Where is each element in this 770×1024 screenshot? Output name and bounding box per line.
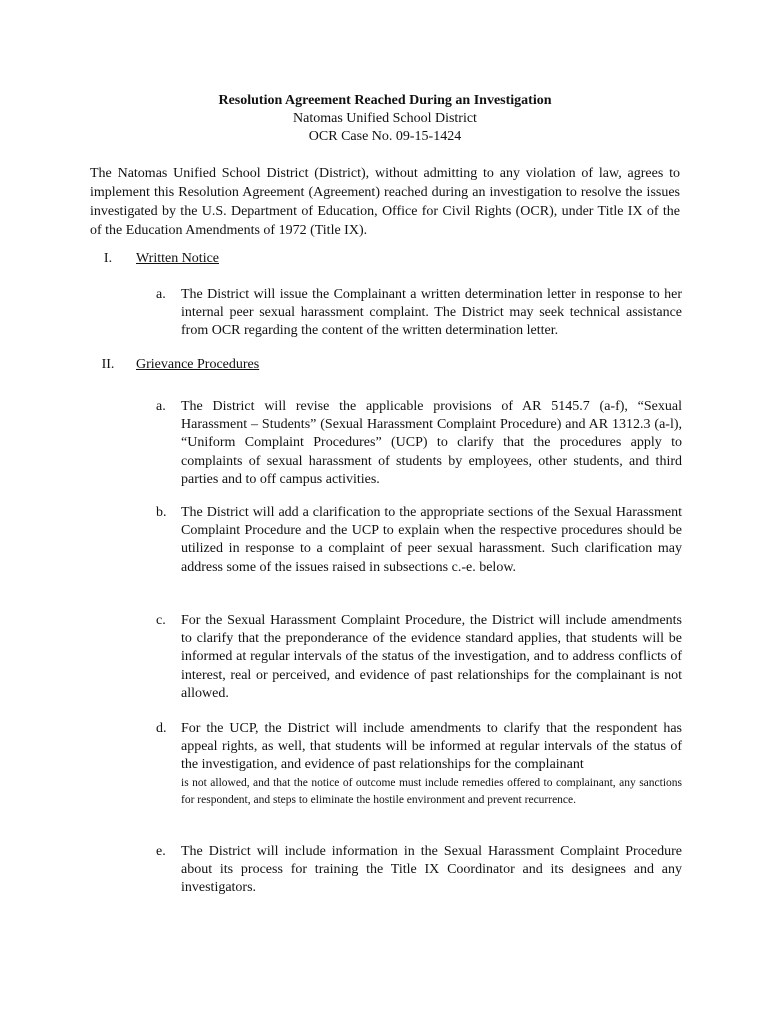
section-title: Grievance Procedures (136, 357, 260, 372)
item-text-block (181, 720, 682, 810)
item-text: The District will add a clarification to the appropriate sections of the Sexual Harassment Complaint Procedure and the UCP to explain when the respective procedures should be utilized in response to a complaint of peer sexual harassment. Such clarification may address some of the issues raised in subsections c.-e. below. (181, 505, 682, 575)
item-letter: a. (156, 399, 166, 414)
item-letter: d. (156, 721, 167, 736)
document-title: Resolution Agreement Reached During an Investigation (218, 93, 552, 108)
item-letter: e. (156, 844, 166, 859)
section-number: I. (103, 251, 113, 266)
item-text: The District will revise the applicable provisions of AR 5145.7 (a-f), “Sexual Harassment – Students” (Sexual Harassment Complaint Procedure) and AR 1312.3 (a-l), “Uniform Complaint Procedures” (UCP) to clarify that the procedures apply to complaints of sexual harassment of students by employees, other students, and third parties and to off campus activities. (181, 399, 682, 487)
item-text: The District will include information in the Sexual Harassment Complaint Procedure about its process for training the Title IX Coordinator and its designees and any investigators. (181, 844, 682, 896)
list-item (156, 843, 682, 898)
intro-paragraph: The Natomas Unified School District (District), without admitting to any violation of law, agrees to implement this Resolution Agreement (Agreement) reached during an investigation to resolve the issues investigated by the U.S. Department of Education, Office for Civil Rights (OCR), under Title IX of the of the Education Amendments of 1972 (Title IX). (90, 166, 680, 238)
case-number: OCR Case No. 09-15-1424 (308, 129, 462, 144)
list-item (156, 398, 682, 489)
list-item (156, 286, 682, 341)
item-text: The District will issue the Complainant a written determination letter in response to her internal peer sexual harassment complaint. The District may seek technical assistance from OCR regarding the content of the written determination letter. (181, 287, 682, 339)
list-item (156, 612, 682, 703)
list-item (156, 504, 682, 577)
district-name: Natomas Unified School District (293, 111, 477, 126)
item-letter: a. (156, 287, 166, 302)
item-letter: c. (156, 613, 166, 628)
item-text: For the UCP, the District will include amendments to clarify that the respondent has appeal rights, as well, that students will be informed at regular intervals of the status of the investigation, and evidence of past relationships for the complainant (181, 721, 682, 773)
section-number: II. (101, 357, 115, 372)
item-text: For the Sexual Harassment Complaint Procedure, the District will include amendments to clarify that the preponderance of the evidence standard applies, that students will be informed at regular intervals of the status of the investigation, and to address conflicts of interest, real or perceived, and evidence of past relationships for the complainant is not allowed. (181, 613, 682, 701)
document-header (0, 92, 770, 146)
item-letter: b. (156, 505, 167, 520)
item-text-continued: is not allowed, and that the notice of outcome must include remedies offered to complainant, any sanctions for respondent, and steps to eliminate the hostile environment and prevent recurrence. (181, 776, 682, 807)
section-title: Written Notice (136, 251, 220, 266)
list-item (156, 720, 682, 810)
